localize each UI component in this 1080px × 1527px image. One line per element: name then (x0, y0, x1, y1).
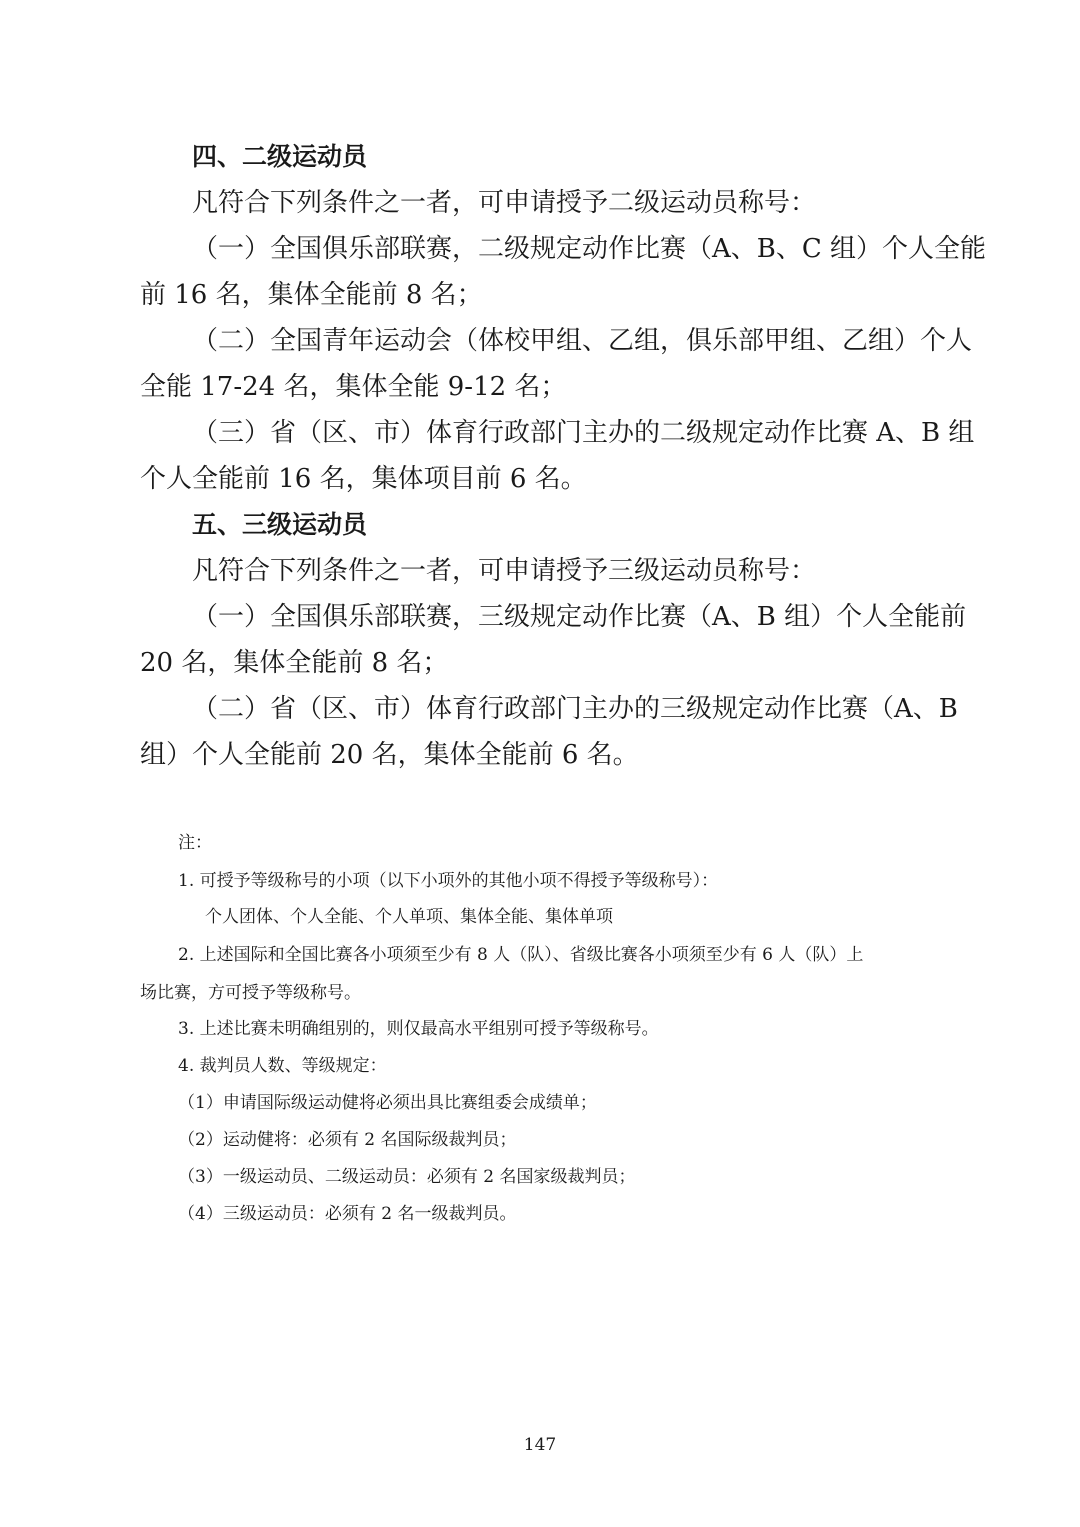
note-2-line-1: 2. 上述国际和全国比赛各小项须至少有 8 人（队）、省级比赛各小项须至少有 6 人（队）上 (178, 945, 864, 965)
note-4-item-1: （1）申请国际级运动健将必须出具比赛组委会成绩单； (178, 1093, 597, 1113)
note-4-item-4: （4）三级运动员：必须有 2 名一级裁判员。 (178, 1204, 517, 1224)
note-3: 3. 上述比赛未明确组别的，则仅最高水平组别可授予等级称号。 (178, 1019, 659, 1039)
note-2-line-2: 场比赛，方可授予等级称号。 (140, 983, 361, 1003)
note-4-item-2: （2）运动健将：必须有 2 名国际级裁判员； (178, 1130, 517, 1150)
note-4-item-3: （3）一级运动员、二级运动员：必须有 2 名国家级裁判员； (178, 1167, 636, 1187)
section-4-intro: 凡符合下列条件之一者，可申请授予二级运动员称号： (192, 188, 817, 218)
note-1-detail: 个人团体、个人全能、个人单项、集体全能、集体单项 (205, 907, 613, 927)
section-4-heading: 四、二级运动员 (192, 142, 368, 171)
note-1: 1. 可授予等级称号的小项（以下小项外的其他小项不得授予等级称号）： (178, 871, 719, 891)
section-4-item-1-line-2: 前 16 名，集体全能前 8 名； (140, 280, 483, 310)
notes-label: 注： (178, 833, 212, 853)
section-5-item-2-line-2: 组）个人全能前 20 名，集体全能前 6 名。 (140, 740, 639, 770)
section-4-item-2-line-2: 全能 17-24 名，集体全能 9-12 名； (140, 372, 567, 402)
section-4-item-3-line-2: 个人全能前 16 名，集体项目前 6 名。 (140, 464, 587, 494)
section-4-item-3-line-1: （三）省（区、市）体育行政部门主办的二级规定动作比赛 A、B 组 (192, 418, 975, 448)
section-5-item-1-line-2: 20 名，集体全能前 8 名； (140, 648, 449, 678)
section-5-item-2-line-1: （二）省（区、市）体育行政部门主办的三级规定动作比赛（A、B (192, 694, 958, 724)
section-4-item-2-line-1: （二）全国青年运动会（体校甲组、乙组，俱乐部甲组、乙组）个人 (192, 326, 973, 356)
section-4-item-1-line-1: （一）全国俱乐部联赛，二级规定动作比赛（A、B、C 组）个人全能 (192, 234, 987, 264)
section-5-heading: 五、三级运动员 (192, 510, 368, 539)
section-5-item-1-line-1: （一）全国俱乐部联赛，三级规定动作比赛（A、B 组）个人全能前 (192, 602, 967, 632)
section-5-intro: 凡符合下列条件之一者，可申请授予三级运动员称号： (192, 556, 817, 586)
page-number: 147 (523, 1435, 557, 1455)
note-4: 4. 裁判员人数、等级规定： (178, 1056, 387, 1076)
